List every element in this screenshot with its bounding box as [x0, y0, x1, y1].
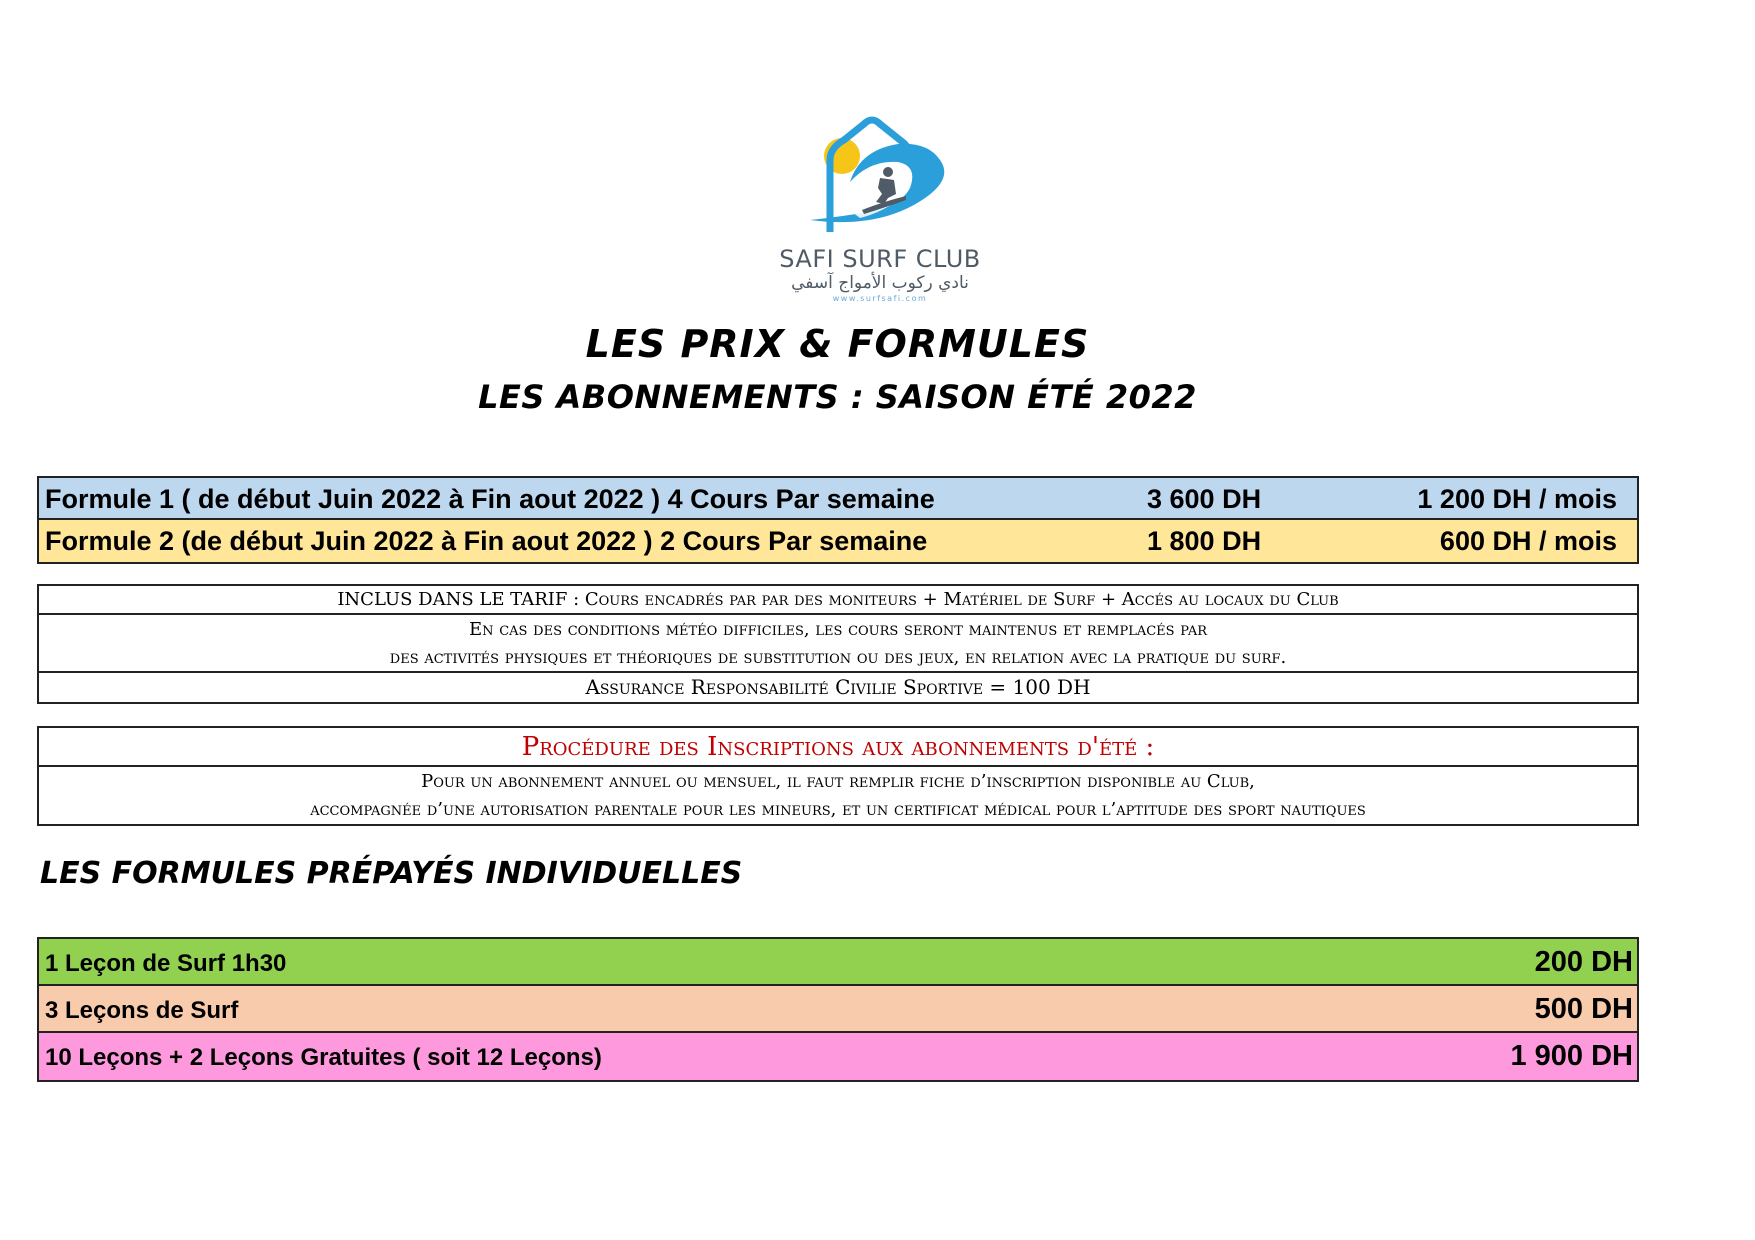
- formule-monthly-price: 1 200 DH / mois: [1417, 484, 1617, 514]
- formules-table: [37, 476, 1639, 564]
- inclus-table: [37, 584, 1639, 704]
- procedure-body: [39, 767, 1637, 824]
- surf-wave-logo-icon: [800, 110, 960, 240]
- prepaid-row: [39, 986, 1637, 1033]
- inclus-text: INCLUS DANS LE TARIF : Cours encadrés par par des moniteurs + Matériel de Surf + Accés au locaux du Club: [337, 589, 1339, 610]
- formule-price: 3 600 DH: [1147, 484, 1262, 514]
- prepaid-table: [37, 937, 1639, 1082]
- weather-text-line: En cas des conditions météo difficiles, les cours seront maintenus et remplacés par: [468, 619, 1208, 640]
- formule-row: [39, 478, 1637, 520]
- procedure-heading-text: Procédure des Inscriptions aux abonnements d'été :: [521, 732, 1155, 762]
- page-title: LES PRIX & FORMULES: [585, 322, 1090, 366]
- club-logo: [770, 110, 990, 320]
- prepaid-description: 10 Leçons + 2 Leçons Gratuites ( soit 12 Leçons): [45, 1044, 602, 1071]
- formule-monthly-price: 600 DH / mois: [1439, 526, 1617, 556]
- formule-row: [39, 520, 1637, 562]
- procedure-heading: [39, 728, 1637, 767]
- prepaid-section-title: LES FORMULES PRÉPAYÉS INDIVIDUELLES: [40, 856, 743, 891]
- assurance-row: [39, 673, 1637, 702]
- procedure-text-line: accompagnée d’une autorisation parentale pour les mineurs, et un certificat médical pour l’aptitude des sport nautiques: [310, 799, 1366, 820]
- weather-row: [39, 615, 1637, 673]
- formule-description: Formule 2 (de début Juin 2022 à Fin aout 2022 ) 2 Cours Par semaine: [45, 526, 928, 556]
- prepaid-description: 1 Leçon de Surf 1h30: [45, 950, 287, 977]
- logo-url: www.surfsafi.com: [832, 294, 928, 303]
- formule-price: 1 800 DH: [1147, 526, 1262, 556]
- prepaid-description: 3 Leçons de Surf: [45, 997, 239, 1024]
- prepaid-price: 500 DH: [1534, 993, 1633, 1025]
- procedure-text-line: Pour un abonnement annuel ou mensuel, il faut remplir fiche d’inscription disponible au Club,: [421, 771, 1255, 792]
- inclus-row: [39, 586, 1637, 615]
- weather-text-line: des activités physiques et théoriques de substitution ou des jeux, en relation avec la pratique du surf.: [389, 647, 1287, 668]
- formule-description: Formule 1 ( de début Juin 2022 à Fin aout 2022 ) 4 Cours Par semaine: [45, 484, 935, 514]
- logo-name: SAFI SURF CLUB: [779, 245, 981, 273]
- logo-arabic-name: نادي ركوب الأمواج آسفي: [791, 273, 969, 293]
- prepaid-price: 1 900 DH: [1510, 1040, 1633, 1072]
- page-subtitle: LES ABONNEMENTS : SAISON ÉTÉ 2022: [478, 378, 1197, 416]
- prepaid-price: 200 DH: [1534, 946, 1633, 978]
- assurance-text: Assurance Responsabilité Civilie Sportive = 100 DH: [585, 675, 1091, 699]
- prepaid-row: [39, 939, 1637, 986]
- prepaid-row: [39, 1033, 1637, 1080]
- procedure-table: [37, 726, 1639, 826]
